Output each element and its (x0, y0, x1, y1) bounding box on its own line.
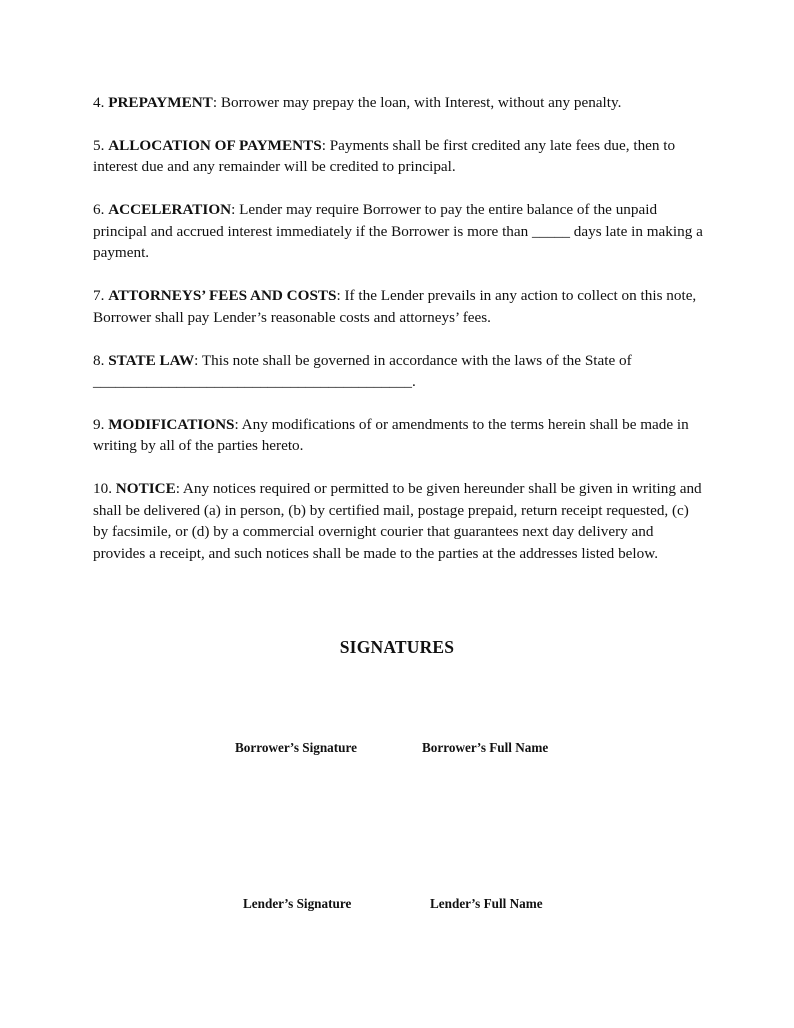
clause-state-law (93, 350, 705, 393)
clause-notice (93, 478, 705, 564)
clause-number: 6. (93, 201, 105, 219)
clause-heading: MODIFICATIONS (108, 416, 235, 434)
clause-text: : Lender may require Borrower to pay the entire balance of the unpaid principal and accrued interest immediately if the Borrower is more than _____ days late in making a payment. (93, 201, 703, 262)
clause-number: 8. (93, 351, 105, 369)
clause-number: 7. (93, 287, 105, 305)
borrower-signature-label: Borrower’s Signature (235, 740, 357, 755)
clause-number: 5. (93, 137, 105, 154)
clause-text: : This note shall be governed in accordance with the laws of the State of __________________________________________. (93, 351, 632, 391)
clause-attorneys-fees (93, 285, 705, 328)
clause-number: 9. (93, 416, 105, 434)
clause-heading: NOTICE (115, 480, 176, 498)
clause-heading: PREPAYMENT (108, 94, 213, 111)
lender-full-name-label: Lender’s Full Name (430, 896, 543, 911)
clause-number: 4. (93, 94, 105, 111)
clause-modifications (93, 414, 705, 457)
signatures-heading: SIGNATURES (339, 637, 455, 657)
borrower-full-name-label: Borrower’s Full Name (422, 740, 549, 755)
clause-text: : If the Lender prevails in any action to collect on this note, Borrower shall pay Lender’s reasonable costs and attorneys’ fees. (93, 287, 697, 326)
clause-heading: ALLOCATION OF PAYMENTS (108, 137, 322, 154)
clause-text: : Any modifications of or amendments to the terms herein shall be made in writing by all of the parties hereto. (93, 416, 689, 455)
clause-list (93, 92, 705, 586)
clause-text: : Any notices required or permitted to be given hereunder shall be given in writing and shall be delivered (a) in person, (b) by certified mail, postage prepaid, return receipt requested, (c) by facsimile, or (d) by a commercial overnight courier that guarantees next day delivery and provides a receipt, and such notices shall be made to the parties at the addresses listed below. (93, 480, 702, 562)
clause-heading: STATE LAW (108, 351, 195, 369)
clause-text: : Payments shall be first credited any late fees due, then to interest due and any remainder will be credited to principal. (93, 137, 676, 176)
clause-acceleration (93, 199, 705, 263)
clause-number: 10. (93, 480, 112, 498)
clause-prepayment (93, 92, 705, 113)
clause-heading: ATTORNEYS’ FEES AND COSTS (108, 287, 337, 305)
clause-heading: ACCELERATION (108, 201, 232, 219)
lender-signature-label: Lender’s Signature (243, 896, 352, 911)
clause-text: : Borrower may prepay the loan, with Interest, without any penalty. (212, 94, 622, 111)
clause-allocation-of-payments (93, 135, 705, 178)
